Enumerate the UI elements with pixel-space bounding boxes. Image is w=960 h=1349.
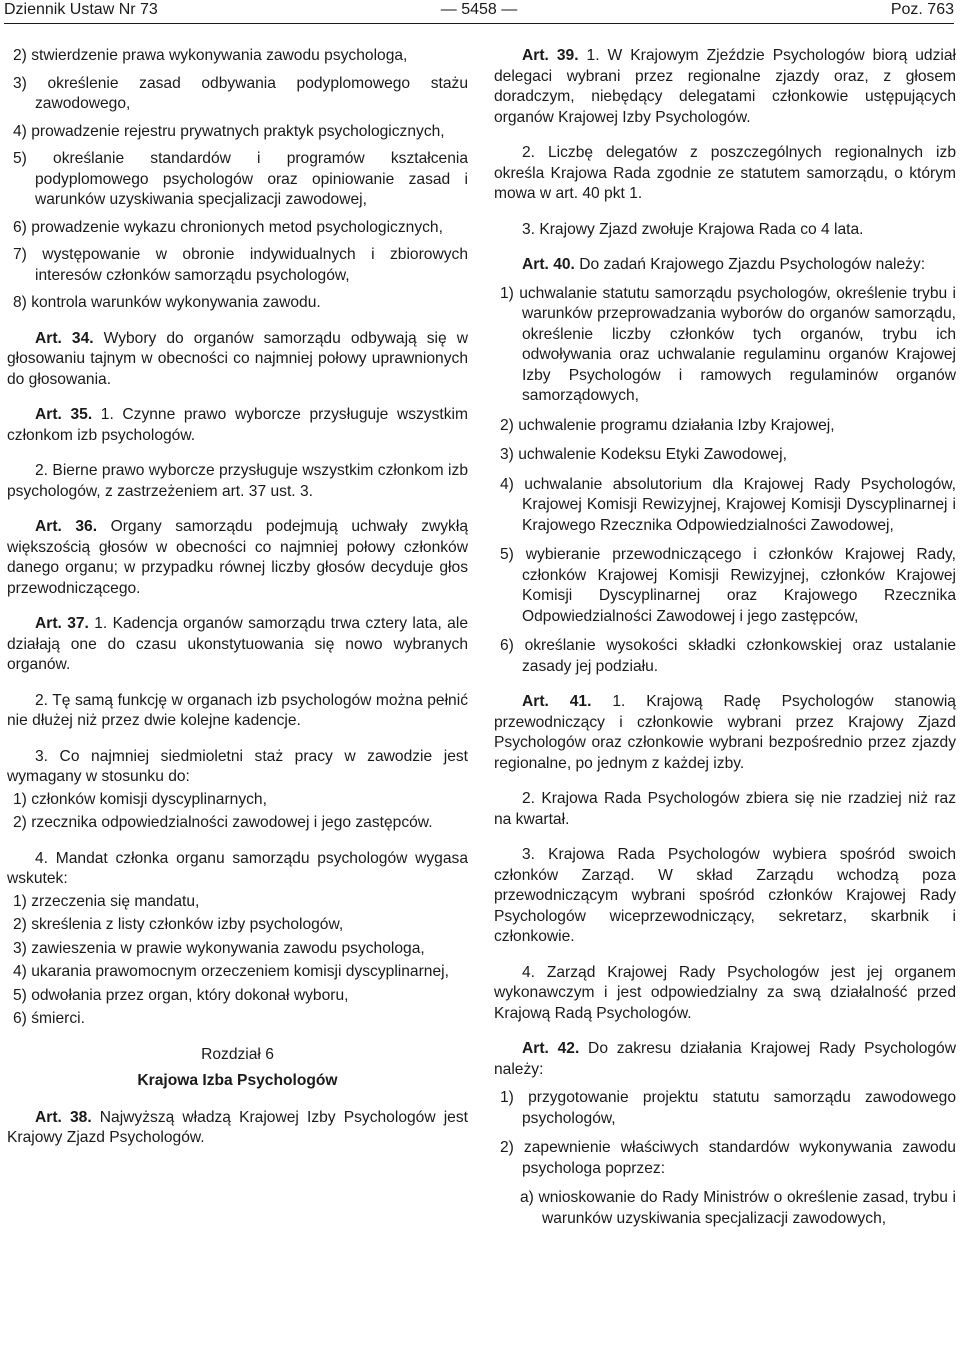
list-item: 4) ukarania prawomocnym orzeczeniem komisji dyscyplinarnej,	[13, 963, 449, 980]
article-label: Art. 41.	[522, 693, 592, 710]
article-41-4: 4. Zarząd Krajowej Rady Psychologów jest jej organem wykonawczym i jest odpowiedzialny za swą działalność przed Krajową Radą Psychologów.	[494, 963, 956, 1022]
article-text: Najwyższą władzą Krajowej Izby Psychologów jest Krajowy Zjazd Psychologów.	[7, 1108, 468, 1146]
list-item: 5) określanie standardów i programów kształcenia podyplomowego psychologów oraz opiniowanie zasad i warunków uzyskiwania specjalizacji zawodowej,	[13, 150, 468, 208]
right-column	[494, 46, 956, 1244]
article-text: Do zakresu działania Krajowej Rady Psychologów należy:	[494, 1040, 956, 1078]
position-number: Poz. 763	[890, 1, 954, 18]
list-item: 7) występowanie w obronie indywidualnych i zbiorowych interesów członków samorządu psychologów,	[13, 246, 468, 284]
article-42	[494, 1039, 956, 1080]
article-label: Art. 42.	[522, 1040, 580, 1057]
article-41-3: 3. Krajowa Rada Psychologów wybiera spośród swoich członków Zarząd. W skład Zarządu wchodzą poza przewodniczącym wybrani spośród członków Krajowej Rady Psychologów wiceprzewodniczący, sekretarz, skarbnik i członkowie.	[494, 846, 956, 945]
article-41-1	[494, 692, 956, 774]
sub-list-item: a) wnioskowanie do Rady Ministrów o określenie zasad, trybu i warunków uzyskiwania specjalizacji zawodowych,	[520, 1189, 956, 1227]
article-37-1	[7, 614, 468, 676]
list-item: 5) odwołania przez organ, który dokonał wyboru,	[13, 986, 349, 1004]
article-39-1	[494, 46, 956, 128]
article-text: 1. Krajową Radę Psychologów stanowią przewodniczący i członkowie wybrani przez Krajowy Zjazd Psychologów oraz członkowie wybrani bezpośrednio przez zjazdy regionalne, po jednym z każdej izby.	[494, 693, 956, 772]
article-39-3: 3. Krajowy Zjazd zwołuje Krajowa Rada co 4 lata.	[522, 220, 864, 238]
list-item: 1) przygotowanie projektu statutu samorządu zawodowego psychologów,	[500, 1089, 956, 1127]
list-item: 6) określanie wysokości składki członkowskiej oraz ustalanie zasady jej podziału.	[500, 637, 956, 675]
article-37-2: 2. Tę samą funkcję w organach izb psychologów można pełnić nie dłużej niż przez dwie kolejne kadencje.	[7, 691, 468, 729]
list-item: 1) zrzeczenia się mandatu,	[13, 892, 200, 910]
article-38	[7, 1108, 468, 1149]
article-text: 1. W Krajowym Zjeździe Psychologów biorą udział delegaci wybrani przez regionalne zjazdy oraz, z głosem doradczym, niebędący delegatami członkowie ustępujących organów Krajowej Izby Psychologów.	[494, 47, 956, 126]
article-label: Art. 38.	[35, 1108, 92, 1126]
article-label: Art. 34.	[35, 329, 94, 347]
list-item: 8) kontrola warunków wykonywania zawodu.	[13, 294, 321, 311]
chapter-title: Krajowa Izba Psychologów	[137, 1072, 338, 1089]
page-number: — 5458 —	[440, 1, 518, 18]
article-34	[7, 329, 468, 391]
article-text: Wybory do organów samorządu odbywają się w głosowaniu tajnym w obecności co najmniej połowy uprawnionych do głosowania.	[7, 329, 468, 388]
chapter-number: Rozdział 6	[201, 1045, 274, 1063]
article-37-4: 4. Mandat członka organu samorządu psychologów wygasa wskutek:	[7, 849, 468, 887]
article-text: Organy samorządu podejmują uchwały zwykłą większością głosów w obecności co najmniej połowy członków danego organu; w przypadku równej liczby głosów decyduje głos przewodniczącego.	[7, 518, 468, 597]
article-label: Art. 36.	[35, 518, 98, 535]
article-label: Art. 35.	[35, 406, 93, 423]
list-item: 4) uchwalanie absolutorium dla Krajowej Rady Psychologów, Krajowej Komisji Rewizyjnej, Krajowej Komisji Dyscyplinarnej i Krajowego Rzecznika Odpowiedzialności Zawodowej,	[500, 475, 956, 534]
list-item: 6) śmierci.	[13, 1010, 85, 1027]
list-item: 2) rzecznika odpowiedzialności zawodowej i jego zastępców.	[13, 814, 433, 831]
page-header	[4, 0, 954, 24]
article-39-2: 2. Liczbę delegatów z poszczególnych regionalnych izb określa Krajowa Rada zgodnie ze statutem samorządu, o którym mowa w art. 40 pkt 1.	[494, 144, 956, 202]
article-label: Art. 40.	[522, 256, 575, 273]
list-item: 2) stwierdzenie prawa wykonywania zawodu psychologa,	[13, 47, 408, 64]
list-item: 2) skreślenia z listy członków izby psychologów,	[13, 916, 344, 933]
article-35-2: 2. Bierne prawo wyborcze przysługuje wszystkim członkom izb psychologów, z zastrzeżeniem art. 37 ust. 3.	[7, 462, 468, 500]
article-label: Art. 39.	[522, 47, 579, 64]
article-37-3: 3. Co najmniej siedmioletni staż pracy w zawodzie jest wymagany w stosunku do:	[7, 747, 468, 785]
header-rule	[4, 23, 954, 24]
article-text: 1. Czynne prawo wyborcze przysługuje wszystkim członkom izb psychologów.	[7, 406, 468, 444]
list-item: 1) uchwalanie statutu samorządu psychologów, określenie trybu i warunków przeprowadzania wyborów do organów samorządu, określenie liczby członków tych organów, trybu ich odwoływania oraz uchwalanie regulaminu organów Krajowej Izby Psychologów i ramowych regulaminów organów samorządowych,	[500, 284, 956, 404]
journal-title: Dziennik Ustaw Nr 73	[4, 1, 158, 18]
list-item: 2) zapewnienie właściwych standardów wykonywania zawodu psychologa poprzez:	[500, 1139, 956, 1177]
list-item: 6) prowadzenie wykazu chronionych metod psychologicznych,	[13, 218, 443, 236]
list-item: 4) prowadzenie rejestru prywatnych praktyk psychologicznych,	[13, 122, 445, 140]
list-item: 1) członków komisji dyscyplinarnych,	[13, 790, 267, 808]
list-item: 5) wybieranie przewodniczącego i członków Krajowej Rady, członków Krajowej Komisji Rewizyjnej, członków Krajowej Komisji Dyscyplinarnej oraz Krajowego Rzecznika Odpowiedzialności Zawodowej i jego zastępców,	[500, 546, 956, 625]
list-item: 2) uchwalenie programu działania Izby Krajowej,	[500, 416, 835, 434]
article-text: Do zadań Krajowego Zjazdu Psychologów należy:	[574, 256, 926, 273]
article-text: 1. Kadencja organów samorządu trwa cztery lata, ale działają one do czasu ukonstytuowania się nowo wybranych organów.	[7, 615, 468, 673]
article-41-2: 2. Krajowa Rada Psychologów zbiera się nie rzadziej niż raz na kwartał.	[494, 790, 956, 828]
list-item: 3) określenie zasad odbywania podyplomowego stażu zawodowego,	[13, 74, 468, 112]
list-item: 3) zawieszenia w prawie wykonywania zawodu psychologa,	[13, 939, 425, 957]
article-35-1	[7, 405, 468, 446]
article-label: Art. 37.	[35, 615, 89, 632]
list-item: 3) uchwalenie Kodeksu Etyki Zawodowej,	[500, 446, 787, 463]
article-40	[494, 255, 956, 276]
left-column	[7, 46, 468, 1164]
article-36	[7, 517, 468, 599]
